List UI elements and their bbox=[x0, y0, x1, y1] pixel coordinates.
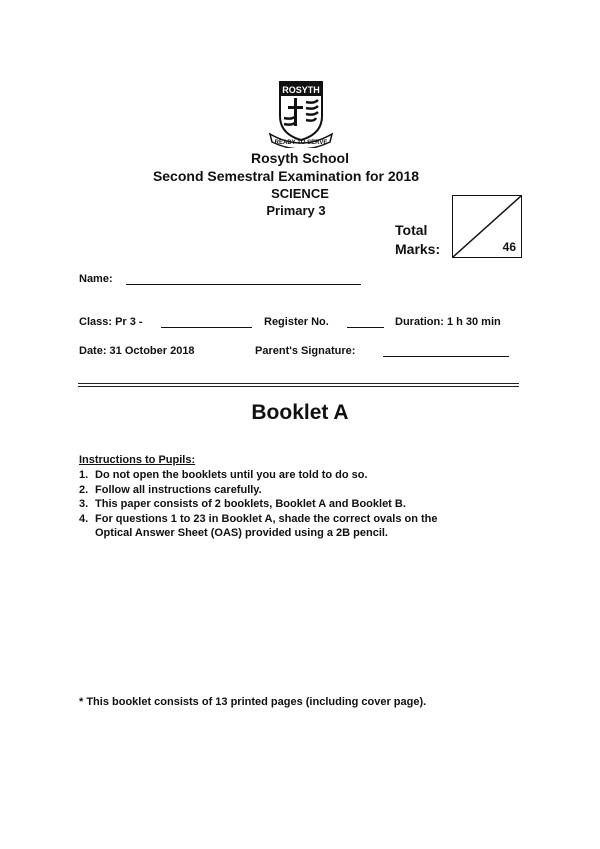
date-label: Date: 31 October 2018 bbox=[79, 345, 195, 357]
footer-note: * This booklet consists of 13 printed pages (including cover page). bbox=[79, 696, 427, 708]
booklet-title: Booklet A bbox=[251, 401, 349, 424]
instruction-number: 4. bbox=[79, 512, 89, 525]
crest-top-text: ROSYTH bbox=[282, 85, 320, 95]
crest-shield-icon bbox=[266, 78, 336, 148]
total-marks-label-line1: Total bbox=[395, 222, 428, 238]
instruction-text: This paper consists of 2 booklets, Booklet A and Booklet B. bbox=[95, 498, 406, 510]
instruction-text: Follow all instructions carefully. bbox=[95, 483, 262, 496]
name-label: Name: bbox=[79, 273, 113, 285]
level-title: Primary 3 bbox=[266, 203, 326, 218]
instructions-heading: Instructions to Pupils: bbox=[79, 454, 196, 466]
class-blank-line[interactable] bbox=[161, 327, 252, 328]
instruction-item bbox=[79, 512, 438, 527]
school-name: Rosyth School bbox=[250, 150, 349, 166]
instruction-item bbox=[79, 497, 438, 512]
exam-title: Second Semestral Examination for 2018 bbox=[152, 168, 420, 184]
divider-line-top bbox=[78, 383, 519, 384]
register-label: Register No. bbox=[264, 316, 329, 328]
crest-motto: READY TO SERVE bbox=[274, 140, 328, 146]
instruction-number: 3. bbox=[79, 498, 89, 510]
school-crest bbox=[266, 78, 336, 148]
total-marks-label-line2: Marks: bbox=[395, 241, 441, 257]
signature-label: Parent's Signature: bbox=[255, 345, 356, 357]
instruction-item bbox=[79, 483, 438, 498]
register-blank-line[interactable] bbox=[347, 327, 384, 328]
total-marks-value: 46 bbox=[502, 240, 516, 254]
signature-blank-line[interactable] bbox=[383, 356, 509, 357]
instruction-number: 2. bbox=[79, 483, 89, 496]
total-marks-label bbox=[395, 221, 440, 259]
total-marks-box bbox=[452, 195, 522, 258]
instruction-text: Do not open the booklets until you are told to do so. bbox=[95, 469, 368, 481]
instruction-item bbox=[79, 526, 438, 541]
duration-label: Duration: 1 h 30 min bbox=[395, 316, 501, 328]
name-blank-line[interactable] bbox=[126, 284, 361, 285]
instruction-number: 1. bbox=[79, 469, 89, 481]
instructions-list bbox=[79, 468, 438, 541]
instruction-text: Optical Answer Sheet (OAS) provided using a 2B pencil. bbox=[95, 527, 388, 539]
divider-line-bottom bbox=[78, 386, 519, 387]
instruction-item bbox=[79, 468, 438, 483]
instruction-text: For questions 1 to 23 in Booklet A, shade the correct ovals on the bbox=[95, 512, 438, 525]
class-label: Class: Pr 3 - bbox=[79, 316, 143, 328]
subject-title: SCIENCE bbox=[271, 186, 329, 201]
